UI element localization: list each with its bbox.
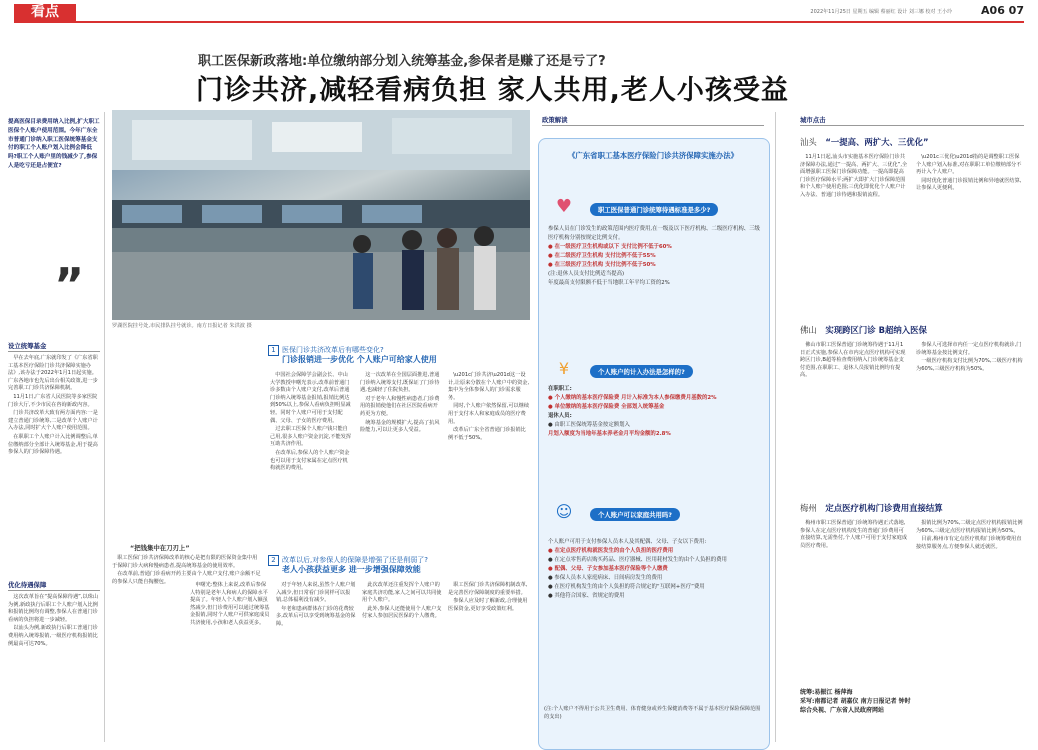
policy-line: ● 其他符合国家、省规定的费用 [548, 593, 625, 599]
q1-badge: 1 [268, 345, 279, 356]
policy-block-2 [548, 385, 760, 439]
q1-answer-title: 门诊报销进一步优化 个人账户可给家人使用 [282, 355, 437, 364]
policy-line: 在职职工: [548, 386, 572, 392]
city-3-text-b: 报销比例为70%,二级定点医疗机构报销比例为60%,三级定点医疗机构报销比例为50%。 目前,梅州市有定点医疗机构门诊统筹费用直接结算服务点,方便参保人就近就医。 [916, 520, 1023, 550]
hospital-photo [112, 110, 530, 320]
q1-text-col3: \u201c门诊共济\u201d这一设计,让原来分散在个人账户中的资金,集中为全体参保人的门诊需求服务。 同时,个人账户依然保留,可以继续用于支付本人和家庭成员的医疗费用。 改革后广东全省普通门诊报销比例不低于50%。 [448, 372, 530, 441]
q2-text-col3: 此次改革还注重发挥个人账户的家庭共济功能,家人之间可以共同使用个人账户。 此外,参保人还能使用个人账户支付家人参加居民医保的个人缴费。 [362, 582, 442, 620]
city-name: 佛山 [800, 325, 817, 335]
city-1 [800, 136, 1024, 148]
question-pill-1: 职工医保普通门诊统筹待遇标准是多少? [590, 203, 718, 216]
question-pill-2: 个人账户的计入办法是怎样的? [590, 365, 693, 378]
divider [8, 590, 100, 591]
policy-line: ● 个人缴纳的基本医疗保险费 月计入标准为本人参保缴费月基数的2% [548, 395, 717, 401]
quote-mark-icon: ” [54, 258, 85, 312]
page-number: A06 07 [981, 4, 1024, 17]
section-title-1: 设立统筹基金 [8, 342, 47, 350]
q1-question: 医保门诊共济改革后有哪些变化? [282, 346, 384, 354]
q1-text: 中国社会保障学会副会长、中山大学教授申曙光表示,改革前普通门诊多数由个人账户支付,改革后普通门诊纳入统筹基金报销,报销比例达到50%以上,参保人看病负担明显减轻。同时个人账户可用于支付配偶、父母、子女的医疗费用。 过去职工医保个人账户钱只能自己用,很多人账户资金沉淀,不能发挥互助共济作用。 在改革后,参保人的个人账户资金也可以用于支付家属在定点医疗机构就医的费用。 [270, 372, 352, 472]
city-name: 汕头 [800, 137, 817, 147]
headline-main: 门诊共济,减轻看病负担 家人共用,老人小孩受益 [196, 75, 789, 106]
wallet-icon: ¥ [558, 359, 570, 378]
right-label: 城市点击 [800, 116, 826, 124]
q1-subhead: “把钱集中在刀刃上” [130, 544, 190, 552]
city-1-text-a: 11月1日起,汕头市实施基本医疗保险门诊共济保障办法,通过“一提高、两扩大、三优化”,全面增强职工医保门诊保障功能。一提高即提高门诊医疗保障水平;两扩大即扩大门诊保障范围和个人账户使用范围;三优化即优化个人账户计入办法、普通门诊待遇和报销流程。 [800, 154, 908, 198]
q2-text: 申曙光:整体上来说,改革后参保人特别是老年人和病人的保障水平提高了。年轻人个人账户划入额虽然减少,但门诊费用可以通过统筹基金报销,同时个人账户可供家庭成员共济使用,小孩和老人获益更多。 [190, 582, 270, 626]
policy-line: ● 配偶、父母、子女参加基本医疗保险等个人缴费 [548, 566, 668, 572]
section-text-1: 早在去年底,广东就印发了《广东省职工基本医疗保险门诊共济保障实施办法》,该办法于2022年1月1日起实施。广东各地市也先后出台相关政策,进一步完善职工门诊共济保障机制。 11月1日,广东省人民医院等多家医院门诊大厅,不少市民在咨询新政内容。 门诊共济改革大致有两方面内容:一是建立普通门诊统筹,二是改革个人账户计入办法,同时扩大个人账户使用范围。 在职职工个人账户计入比例调整后,单位缴纳部分全部计入统筹基金,用于提高参保人的门诊保障待遇。 [8, 355, 98, 456]
box-label: 政策解读 [542, 116, 568, 124]
question-pill-3: 个人账户可以家庭共用吗? [590, 508, 680, 521]
q1-sub-text: 职工医保门诊共济保障改革的核心是把有限的医保资金集中用于保障门诊大病和慢病患者,提高统筹基金的使用效率。 在改革前,普通门诊看病开药主要由个人账户支付,账户余额不足的参保人只能自掏腰包。 [112, 555, 261, 585]
q2-text-col4: 职工医保门诊共济保障机制改革,是完善医疗保障制度的重要举措。 参保人应及时了解新政,合理使用医保资金,更好享受政策红利。 [448, 582, 528, 612]
city-3 [800, 502, 1024, 514]
city-3-text-a: 梅州市职工医保普通门诊统筹待遇正式落地,参保人在定点医疗机构发生的普通门诊费用可直接结算,无需垫付,个人账户可用于支付家庭成员医疗费用。 [800, 520, 908, 549]
policy-line: ● 在医疗机构发生的由个人负担的符合规定的“互联网+医疗”费用 [548, 584, 705, 590]
q2-question: 改革以后,对参保人的保障是增强了还是削弱了? [282, 556, 428, 564]
divider [8, 351, 100, 352]
policy-line: 个人账户可用于支付参保人员本人及其配偶、父母、子女以下费用: [548, 539, 707, 545]
city-2-text-a: 佛山市职工医保普通门诊统筹待遇于11月1日正式实施,参保人在市内定点医疗机构可实现跨区门诊,B超等检查费用纳入门诊统筹基金支付范围,在职职工、退休人员报销比例均有提高。 [800, 342, 906, 379]
policy-line: ● 由职工医保统筹基金按定额划入 [548, 422, 630, 428]
section-text-2: 这次改革旨在“提高保障待遇”,以珠山为例,新政执行后职工个人账户划入比例和报销比例均有调整,参保人在普通门诊看病的负担将进一步减轻。 以汕头为例,新政执行后职工普通门诊费用纳入统筹报销,一级医疗机构报销比例最高可达70%。 [8, 594, 99, 647]
city-2-text-b: 参保人可选择市内任一定点医疗机构就诊,门诊统筹基金按比例支付。 一级医疗机构支付比例为70%,二级医疗机构为60%,三级医疗机构为50%。 [916, 342, 1023, 372]
q2-text-col2: 对于年轻人来说,虽然个人账户划入减少,但日常看门诊同样可以报销,总体福利没有减少。 年老和患病群体在门诊的花费较多,改革后可以享受到统筹基金的保障。 [276, 582, 356, 627]
q2-badge: 2 [268, 555, 279, 566]
credits: 统筹:易振江 杨萍海 采写:南都记者 胡嘉仪 南方日报记者 钟时 综合央视、广东省人民政府网站 [800, 689, 911, 714]
policy-line: (注:退休人员支付比例适当提高) [548, 271, 625, 277]
city-name: 梅州 [800, 503, 817, 513]
policy-line: ● 在三级医疗卫生机构 支付比例不低于50% [548, 262, 656, 268]
policy-line: 退休人员: [548, 413, 572, 419]
policy-line: ● 在定点医疗机构就医发生的由个人负担的医疗费用 [548, 548, 674, 554]
q2-answer-title: 老人小孩获益更多 进一步增强保障效能 [282, 565, 421, 574]
city-2 [800, 324, 1024, 336]
lead-paragraph: 提高医保目录费用纳入比例,扩大职工医保个人账户使用范围。今年广东全市普通门诊纳入职工医保统筹基金支付的职工个人账户划入比例会降低吗?职工个人账户里的钱减少了,参保人是吃亏还是占便宜? [8, 119, 100, 169]
policy-line: ● 在一级医疗卫生机构或以下 支付比例不低于60% [548, 244, 672, 250]
photo-caption: 罗湖医院挂号处,市民排队挂号就诊。南方日报记者 朱洪波 摄 [112, 323, 252, 329]
policy-line: ● 参保人员本人家庭病床、日间病房发生的费用 [548, 575, 663, 581]
policy-line: ● 在定点零售药店购买药品、医疗器械、医用耗材发生的由个人负担的费用 [548, 557, 727, 563]
family-icon: ☺ [555, 502, 573, 521]
headline-kicker: 职工医保新政落地:单位缴纳部分划入统筹基金,参保者是赚了还是亏了? [198, 54, 606, 69]
city-title: 定点医疗机构门诊费用直接结算 [825, 503, 943, 513]
section-badge: 看点 [14, 4, 76, 21]
policy-line: ● 单位缴纳的基本医疗保险费 全部划入统筹基金 [548, 404, 665, 410]
column-divider [104, 112, 105, 742]
city-1-text-b: \u201c三优化\u201d指的是调整职工医保个人账户划入标准,对在职职工单位缴纳部分不再计入个人账户。 同时优化普通门诊报销比例和异地就医结算,让参保人更便利。 [916, 154, 1022, 192]
divider [800, 125, 1024, 126]
policy-line: 参保人员在门诊发生的政策范围内医疗费用,在一级及以下医疗机构、二级医疗机构、三级医疗机构分别按规定比例支付。 [548, 226, 760, 241]
policy-line: 月划入额度为当地年基本养老金月平均金额的2.8% [548, 431, 671, 437]
policy-line: 年度最高支付限额不低于当地职工年平均工资的2% [548, 280, 670, 286]
city-title: “一提高、两扩大、三优化” [825, 137, 929, 147]
policy-line: ● 在二级医疗卫生机构 支付比例不低于55% [548, 253, 656, 259]
section-title-2: 优化待遇保障 [8, 581, 47, 589]
dateline: 2022年11月25日 星期五 编辑 蔡丽红 设计 刘三娜 校对 王小玲 [810, 9, 952, 15]
policy-note: (注:个人账户不得用于公共卫生费用、体育健身或养生保健消费等不属于基本医疗保险保障范围的支出) [544, 706, 761, 720]
city-title: 实现跨区门诊 B超纳入医保 [825, 325, 927, 335]
photo-illustration [112, 110, 530, 320]
heart-icon: ♥ [555, 196, 573, 217]
policy-block-1 [548, 225, 760, 288]
header-rule [14, 21, 1024, 23]
divider [542, 125, 764, 126]
column-divider [775, 112, 776, 742]
policy-title: 《广东省职工基本医疗保险门诊共济保障实施办法》 [568, 151, 738, 160]
policy-block-3 [548, 538, 760, 601]
q1-text-col2: 这一次改革在全国层面推进,普通门诊纳入统筹支付,既保证了门诊待遇,也减轻了住院负担。 对于老年人和慢性病患者,门诊费用的报销使他们在社区医院看病开药更为方便。 统筹基金的规模扩大,提高了抗风险能力,可以让更多人受益。 [360, 372, 440, 434]
